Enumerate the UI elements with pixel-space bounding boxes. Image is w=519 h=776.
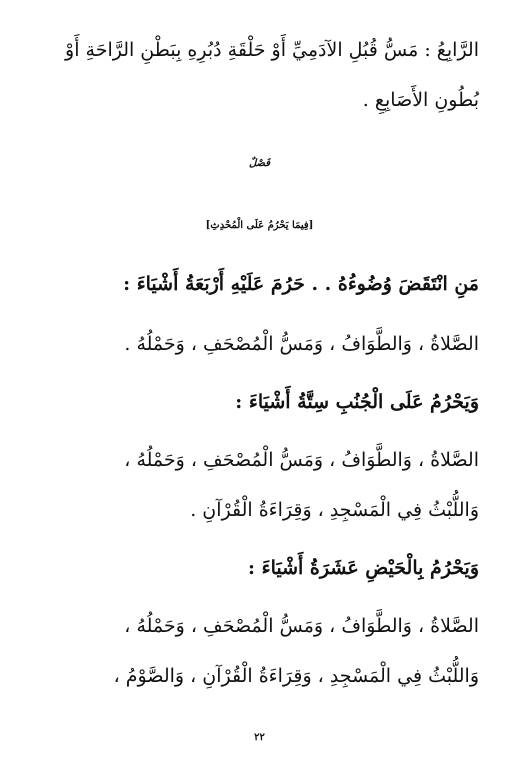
muhdith-heading: مَنِ انْتَقَضَ وُضُوءُهُ . . حَرُمَ عَلَيْهِ أَرْبَعَةُ أَشْيَاءَ : <box>123 273 479 295</box>
muhdith-line-1: الصَّلاةُ ، وَالطَّوَافُ ، وَمَسُّ الْمُصْحَفِ ، وَحَمْلُهُ . <box>124 333 479 355</box>
paragraph-fourth-line-2: بُطُونِ الأَصَابِعِ . <box>362 89 479 111</box>
section-subtitle: [فِيمَا يَحْرُمُ عَلَى الْمُحْدِثِ] <box>205 220 314 231</box>
junub-line-2: وَاللُّبْثُ فِي الْمَسْجِدِ ، وَقِرَاءَةُ الْقُرْآنِ . <box>190 499 479 521</box>
section-title: فَصْلٌ <box>248 158 271 169</box>
haid-heading: وَيَحْرُمُ بِالْحَيْضِ عَشَرَةُ أَشْيَاءَ : <box>248 557 479 579</box>
junub-heading: وَيَحْرُمُ عَلَى الْجُنُبِ سِتَّةُ أَشْيَاءَ : <box>235 391 479 413</box>
junub-line-1: الصَّلاةُ ، وَالطَّوَافُ ، وَمَسُّ الْمُصْحَفِ ، وَحَمْلُهُ ، <box>124 449 479 471</box>
paragraph-fourth-line-1: الرَّابِعُ : مَسُّ قُبُلِ الآدَمِيِّ أَوْ حَلْقَةِ دُبُرِهِ بِبَطْنِ الرَّاحَةِ أَوْ <box>65 39 479 61</box>
haid-line-1: الصَّلاةُ ، وَالطَّوَافُ ، وَمَسُّ الْمُصْحَفِ ، وَحَمْلُهُ ، <box>124 615 479 637</box>
haid-line-2: وَاللُّبْثُ فِي الْمَسْجِدِ ، وَقِرَاءَةُ الْقُرْآنِ ، وَالصَّوْمُ ، <box>113 665 479 687</box>
page-number: ٢٢ <box>254 732 265 743</box>
